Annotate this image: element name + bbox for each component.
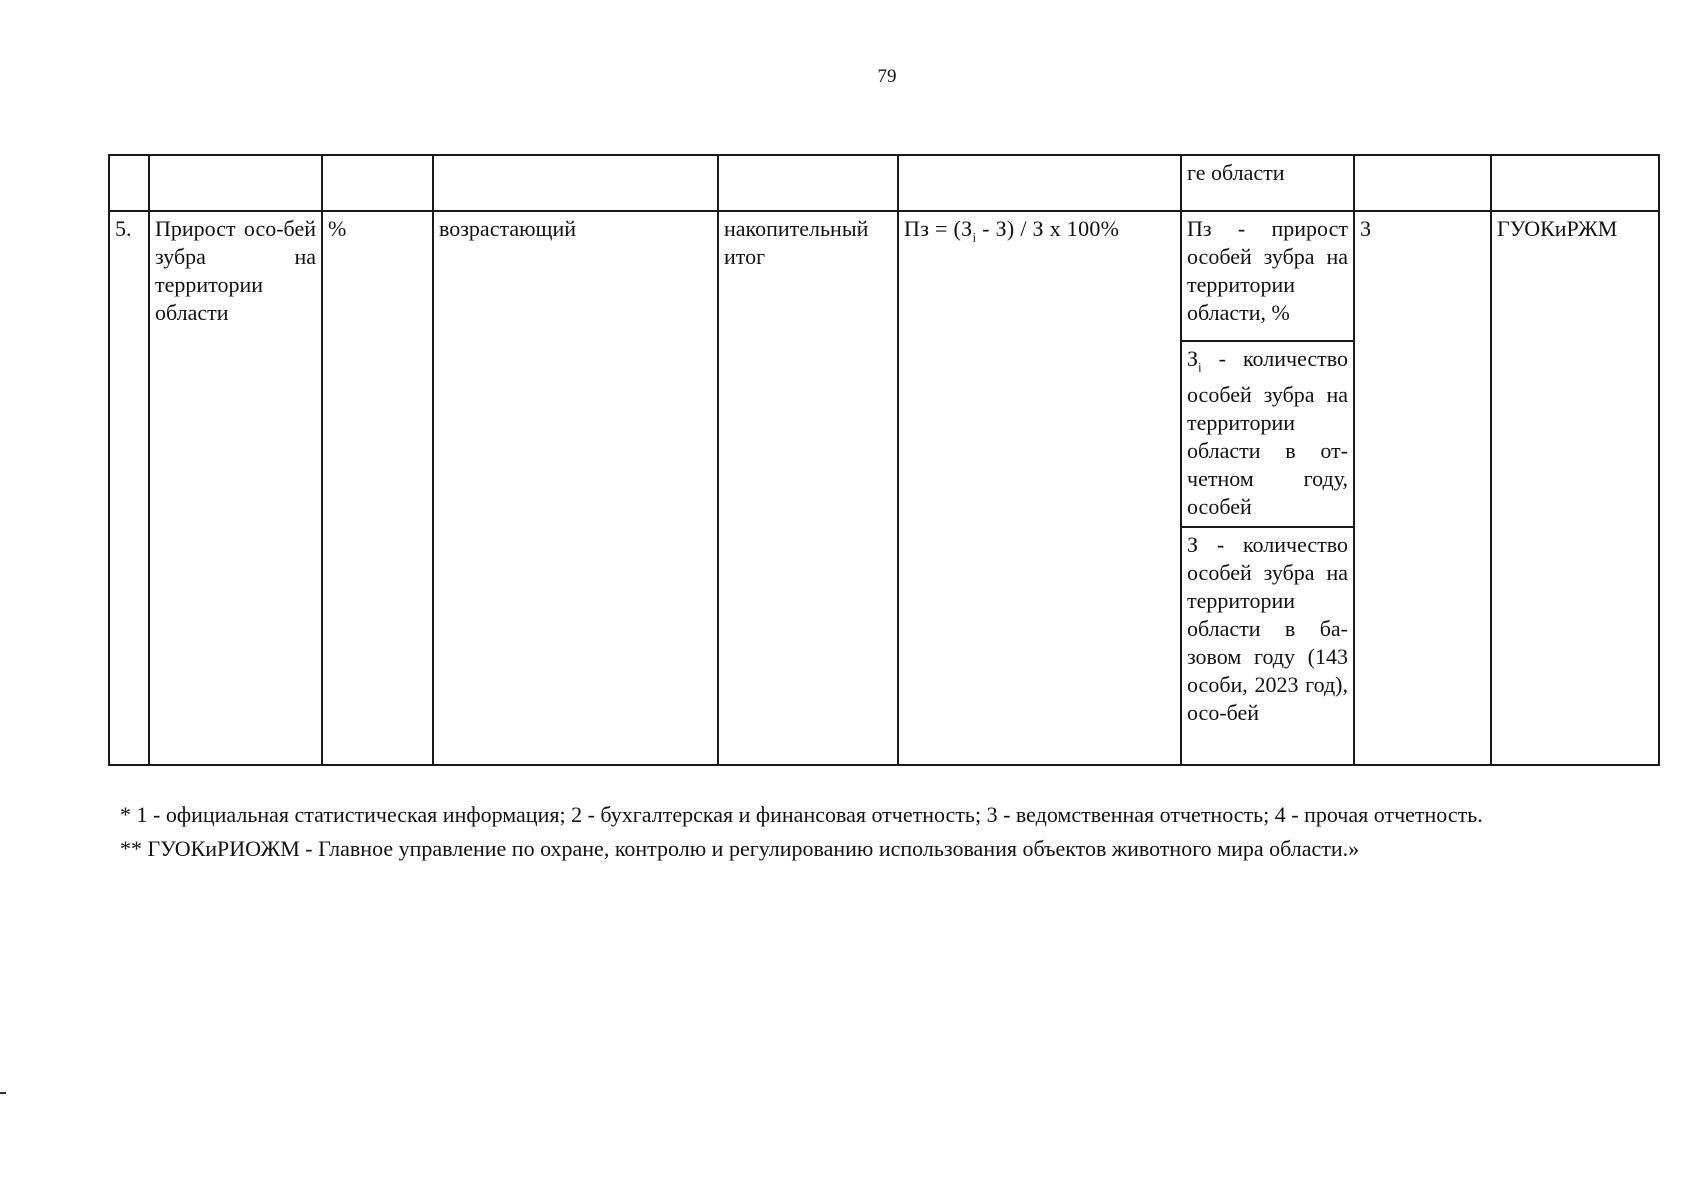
formula-part-2: - З) / З х 100%: [976, 216, 1120, 241]
footnote-sources: * 1 - официальная статистическая информация; 2 - бухгалтерская и финансовая отчетность; 3 - ведомственная отчетность; 4 - прочая отчетность.: [120, 802, 1483, 827]
responsible-body: ГУОКиРЖМ: [1491, 211, 1659, 765]
unit: %: [322, 211, 433, 765]
calculation-method: накопительный итог: [718, 211, 898, 765]
table-cell: [1491, 155, 1659, 211]
footnote-abbreviation: ** ГУОКиРИОЖМ - Главное управление по охране, контролю и регулированию использования объектов животного мира области.»: [120, 836, 1360, 861]
def-text: - количество особей зубра на территории области в от-четном году, особей: [1187, 346, 1348, 520]
data-source: 3: [1354, 211, 1491, 765]
table-cell: [322, 155, 433, 211]
def-symbol: З: [1187, 346, 1199, 371]
def-subscript: i: [1198, 359, 1202, 375]
table-cell-definition: ге области: [1181, 155, 1354, 211]
indicator-table: [108, 154, 1660, 766]
definition-base-count: З - количество особей зубра на территории области в ба-зовом году (143 особи, 2023 год), осо-бей: [1181, 527, 1354, 765]
formula-subscript: i: [972, 229, 977, 245]
indicator-type: возрастающий: [433, 211, 718, 765]
table-row-continued: [109, 155, 1659, 211]
indicator-name: Прирост осо-бей зубра на территории области: [149, 211, 322, 765]
table-cell: [898, 155, 1181, 211]
table-cell: [109, 155, 149, 211]
formula-part-1: Пз = (З: [904, 216, 973, 241]
table-cell: [433, 155, 718, 211]
definition-current-count: [1181, 341, 1354, 527]
definition-growth: Пз - прирост особей зубра на территории области, %: [1181, 211, 1354, 341]
formula: [898, 211, 1181, 765]
table-cell: [149, 155, 322, 211]
table-row: [109, 211, 1659, 341]
row-number: 5.: [109, 211, 149, 765]
table-cell: [718, 155, 898, 211]
page-number: 79: [877, 66, 897, 87]
scan-edge-mark: [0, 1092, 6, 1094]
table-cell: [1354, 155, 1491, 211]
